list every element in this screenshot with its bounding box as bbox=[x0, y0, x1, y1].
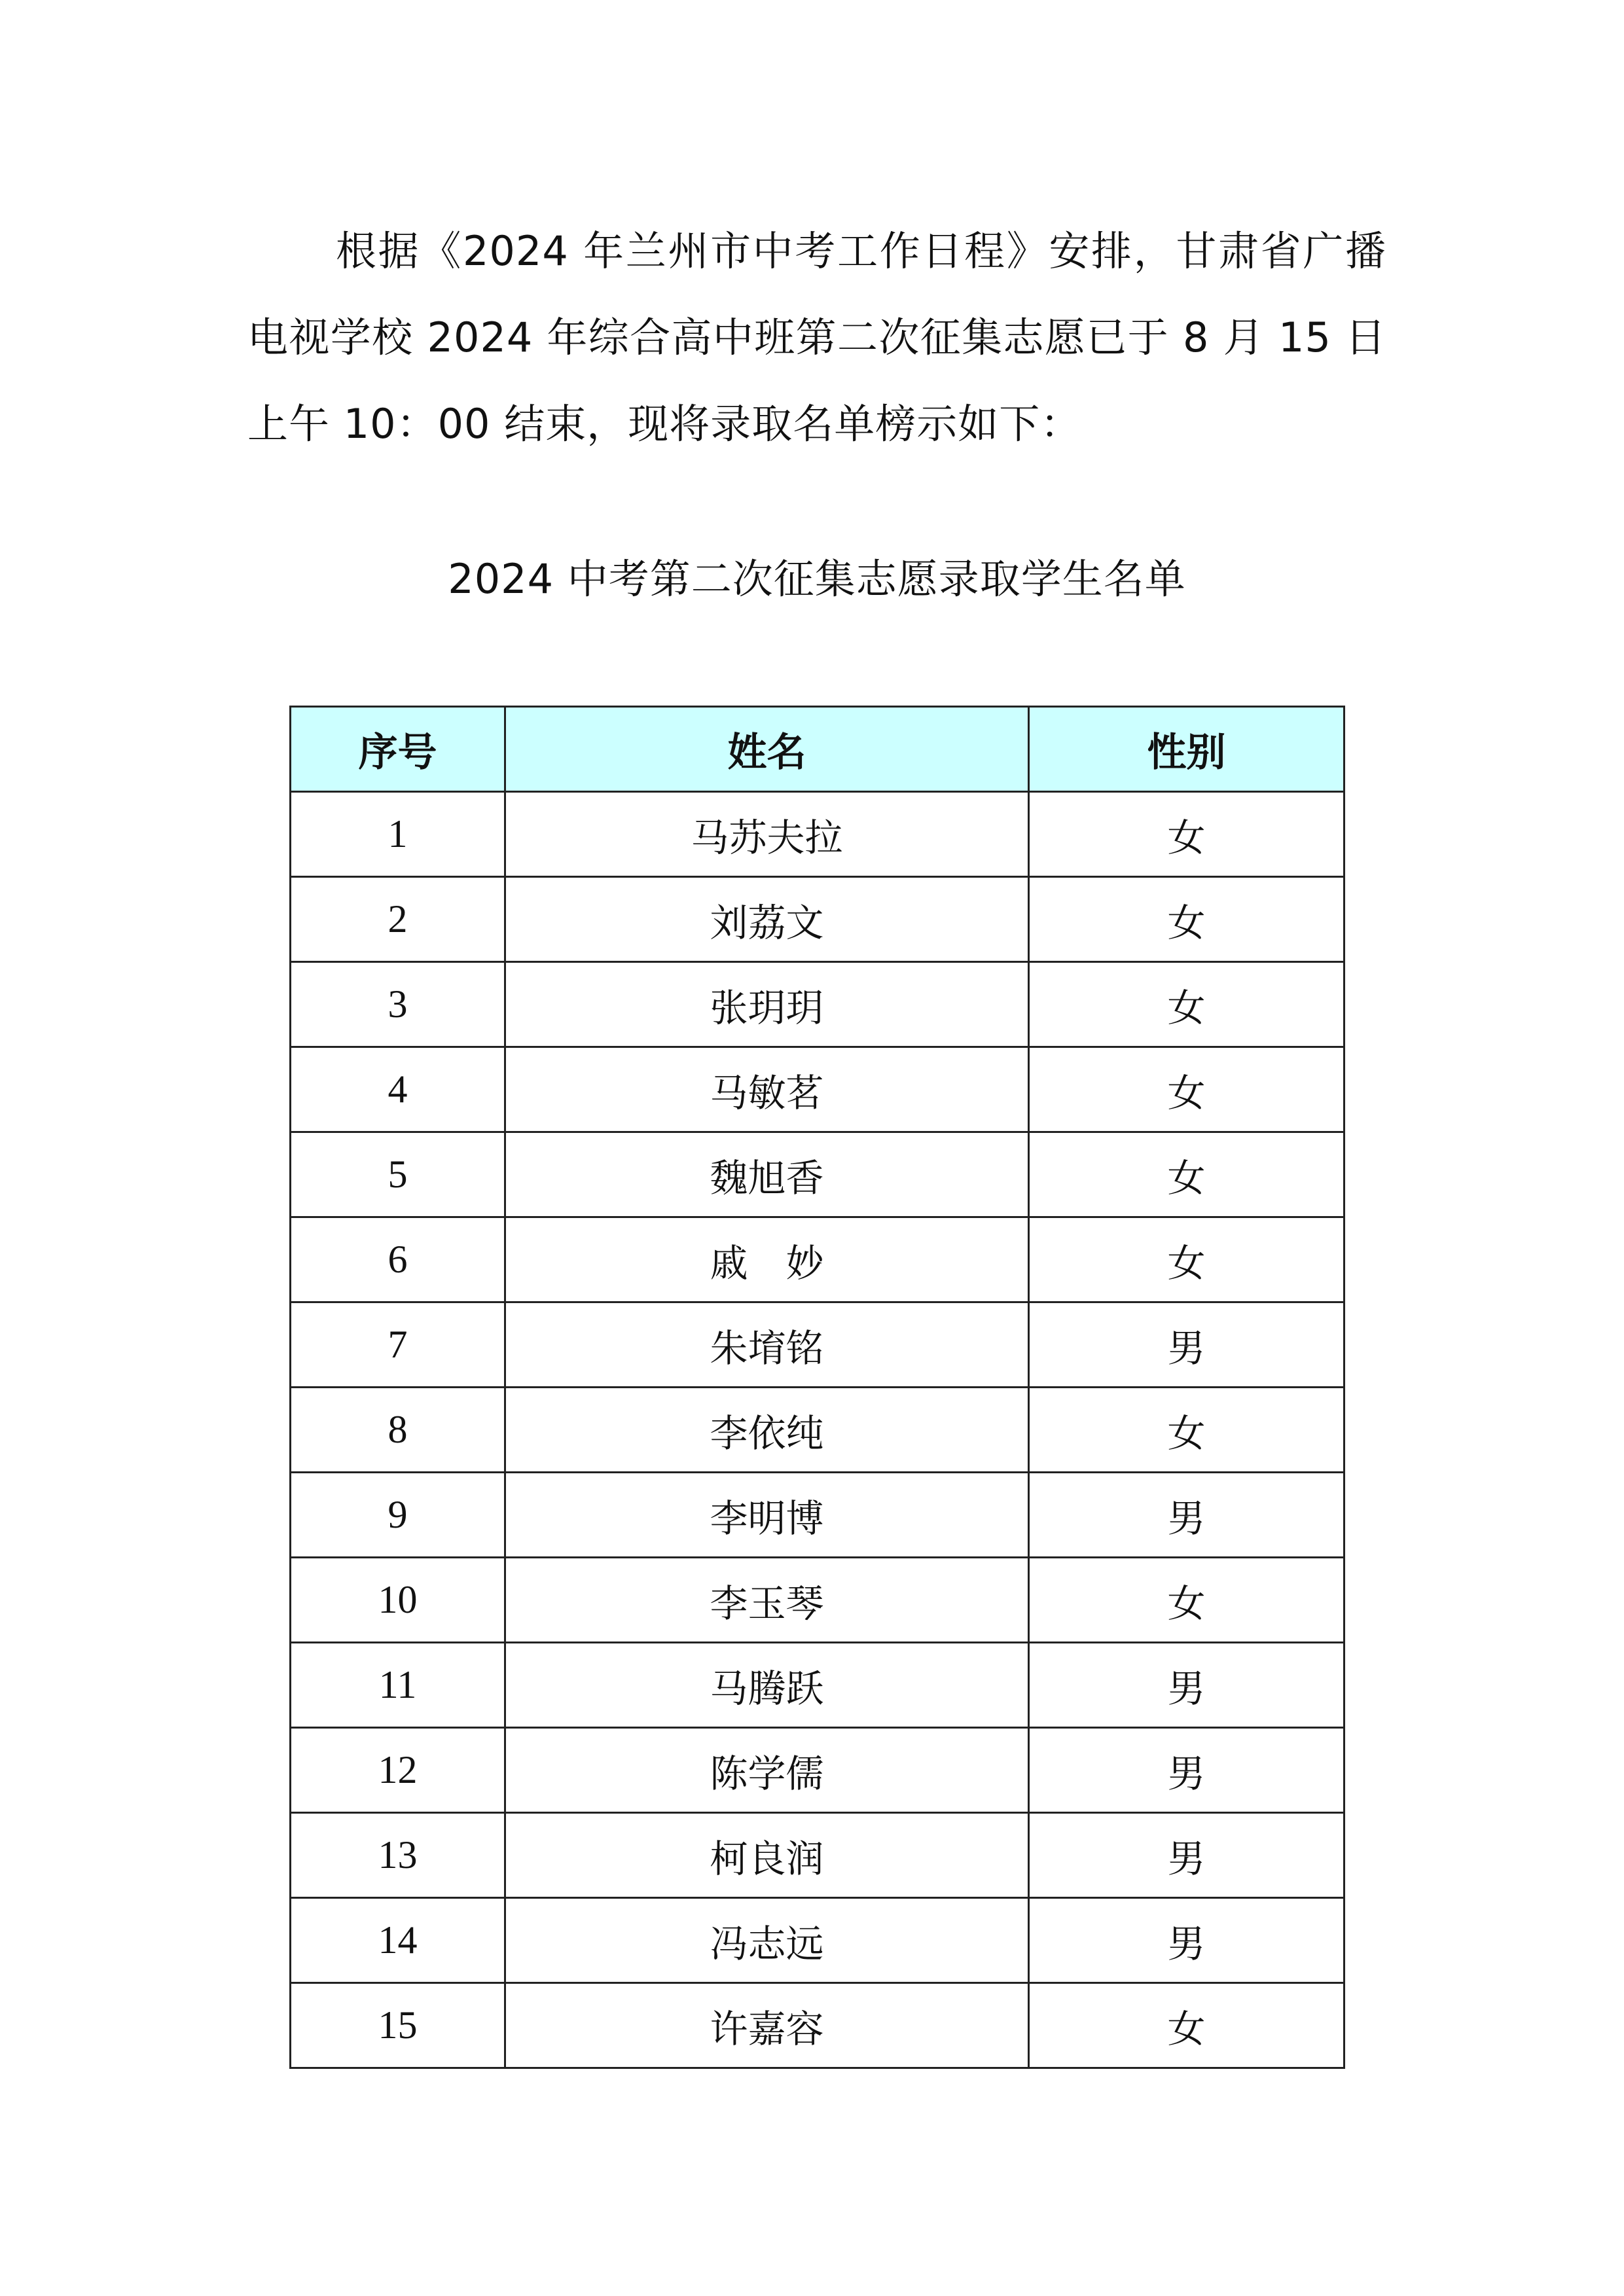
row-seq-cell: 13 bbox=[291, 1813, 505, 1898]
list-title: 2024 中考第二次征集志愿录取学生名单 bbox=[448, 555, 1186, 603]
table-header bbox=[291, 707, 1344, 792]
row-name-cell: 柯良润 bbox=[505, 1813, 1029, 1898]
table-row bbox=[291, 962, 1344, 1047]
table-row bbox=[291, 1898, 1344, 1983]
row-gender-cell: 男 bbox=[1029, 1728, 1344, 1813]
row-seq-cell: 3 bbox=[291, 962, 505, 1047]
table-row bbox=[291, 1558, 1344, 1643]
row-seq-cell: 14 bbox=[291, 1898, 505, 1983]
row-seq-cell: 4 bbox=[291, 1047, 505, 1132]
row-name-cell: 张玥玥 bbox=[505, 962, 1029, 1047]
table-row bbox=[291, 877, 1344, 962]
row-seq-cell: 2 bbox=[291, 877, 505, 962]
header-name: 姓名 bbox=[505, 707, 1029, 792]
table-row bbox=[291, 1813, 1344, 1898]
row-name-cell: 陈学儒 bbox=[505, 1728, 1029, 1813]
notice-paragraph: 根据《2024 年兰州市中考工作日程》安排，甘肃省广播电视学校 2024 年综合高中班第二次征集志愿已于 8 月 15 日上午 10：00 结束，现将录取名单榜示如下： bbox=[247, 227, 1386, 448]
admission-list-table bbox=[289, 706, 1345, 2069]
row-gender-cell: 女 bbox=[1029, 877, 1344, 962]
row-name-cell: 马敏茗 bbox=[505, 1047, 1029, 1132]
row-name-cell: 朱堉铭 bbox=[505, 1302, 1029, 1388]
table-row bbox=[291, 1643, 1344, 1728]
table-row bbox=[291, 1983, 1344, 2068]
row-gender-cell: 女 bbox=[1029, 1983, 1344, 2068]
table-row bbox=[291, 1047, 1344, 1132]
table-row bbox=[291, 1473, 1344, 1558]
table-body bbox=[291, 792, 1344, 2068]
row-gender-cell: 男 bbox=[1029, 1302, 1344, 1388]
row-name-cell: 李玉琴 bbox=[505, 1558, 1029, 1643]
row-name-cell: 刘荔文 bbox=[505, 877, 1029, 962]
table-row bbox=[291, 1132, 1344, 1217]
row-gender-cell: 女 bbox=[1029, 962, 1344, 1047]
row-name-cell: 魏旭香 bbox=[505, 1132, 1029, 1217]
row-gender-cell: 女 bbox=[1029, 1047, 1344, 1132]
row-seq-cell: 6 bbox=[291, 1217, 505, 1302]
row-seq-cell: 7 bbox=[291, 1302, 505, 1388]
row-name-cell: 马苏夫拉 bbox=[505, 792, 1029, 877]
row-seq-cell: 12 bbox=[291, 1728, 505, 1813]
row-name-cell: 李依纯 bbox=[505, 1388, 1029, 1473]
table-row bbox=[291, 1217, 1344, 1302]
table-row bbox=[291, 792, 1344, 877]
row-seq-cell: 9 bbox=[291, 1473, 505, 1558]
row-seq-cell: 8 bbox=[291, 1388, 505, 1473]
row-seq-cell: 5 bbox=[291, 1132, 505, 1217]
row-name-cell: 李明博 bbox=[505, 1473, 1029, 1558]
row-gender-cell: 女 bbox=[1029, 1558, 1344, 1643]
row-seq-cell: 11 bbox=[291, 1643, 505, 1728]
table-row bbox=[291, 1302, 1344, 1388]
header-seq: 序号 bbox=[291, 707, 505, 792]
row-gender-cell: 女 bbox=[1029, 1132, 1344, 1217]
row-name-cell: 马腾跃 bbox=[505, 1643, 1029, 1728]
row-gender-cell: 女 bbox=[1029, 792, 1344, 877]
row-gender-cell: 男 bbox=[1029, 1473, 1344, 1558]
table-row bbox=[291, 1388, 1344, 1473]
row-seq-cell: 10 bbox=[291, 1558, 505, 1643]
row-name-cell: 许嘉容 bbox=[505, 1983, 1029, 2068]
row-gender-cell: 女 bbox=[1029, 1217, 1344, 1302]
header-gender: 性别 bbox=[1029, 707, 1344, 792]
row-seq-cell: 15 bbox=[291, 1983, 505, 2068]
header-row bbox=[291, 707, 1344, 792]
row-seq-cell: 1 bbox=[291, 792, 505, 877]
row-name-cell: 冯志远 bbox=[505, 1898, 1029, 1983]
row-gender-cell: 男 bbox=[1029, 1643, 1344, 1728]
row-name-cell: 戚 妙 bbox=[505, 1217, 1029, 1302]
table-row bbox=[291, 1728, 1344, 1813]
row-gender-cell: 男 bbox=[1029, 1898, 1344, 1983]
row-gender-cell: 男 bbox=[1029, 1813, 1344, 1898]
row-gender-cell: 女 bbox=[1029, 1388, 1344, 1473]
